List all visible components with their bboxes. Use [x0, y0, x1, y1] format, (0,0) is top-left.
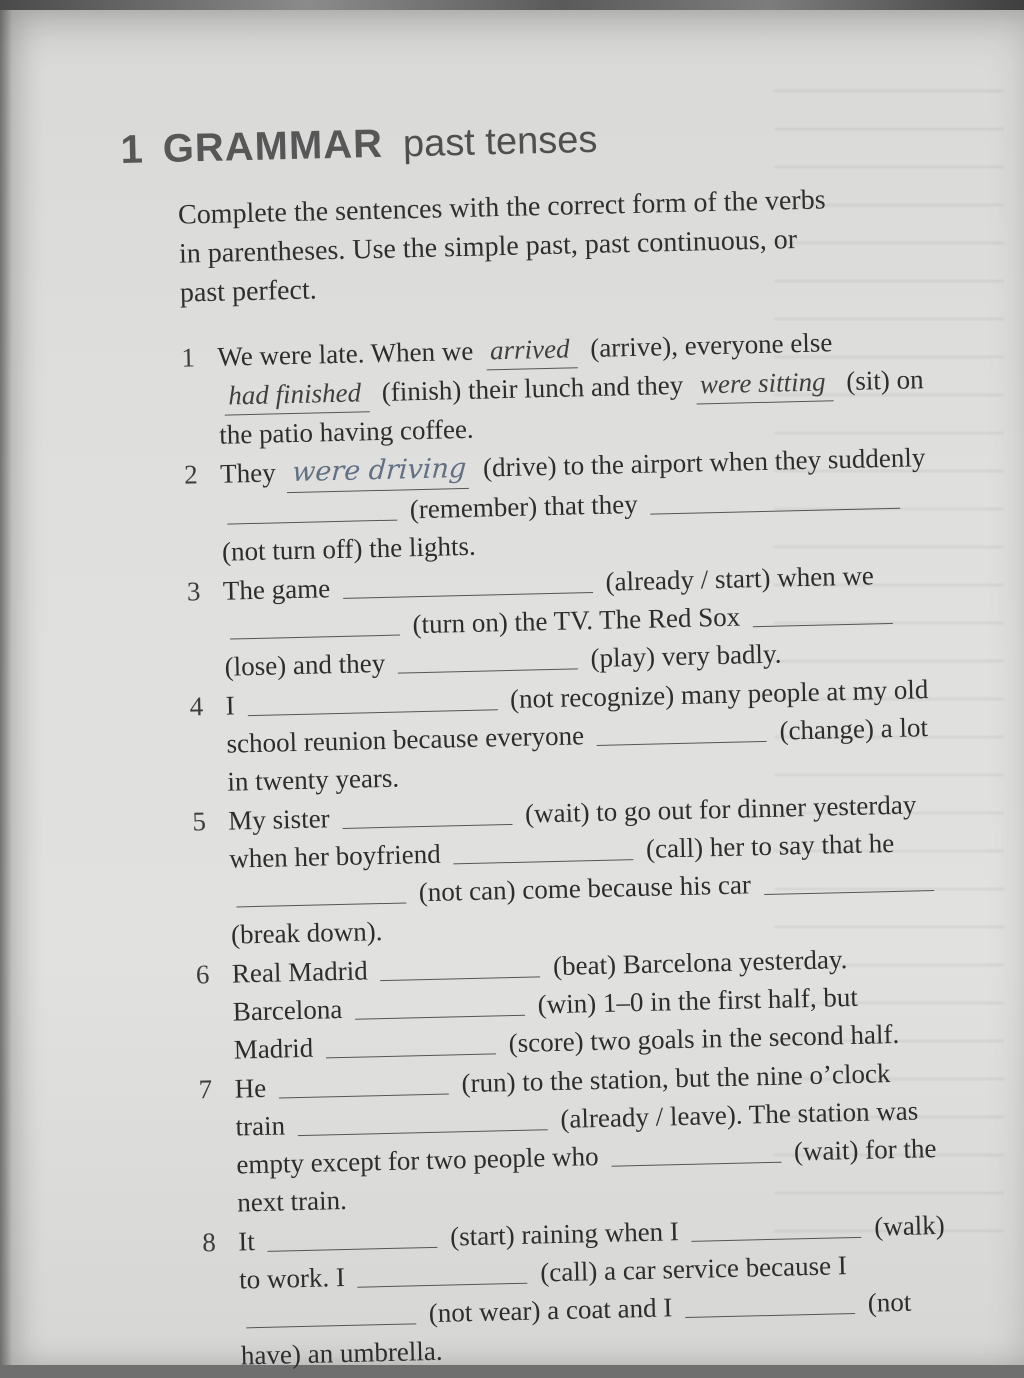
sentence-fragment: It: [237, 1226, 256, 1257]
answer-blank[interactable]: [267, 1221, 438, 1252]
answer-blank[interactable]: [326, 1027, 497, 1058]
sentence-fragment: (turn on) the TV. The Red Sox: [412, 601, 741, 640]
item-text: [238, 1206, 951, 1375]
answer-blank[interactable]: [650, 482, 901, 515]
sentence-fragment: (beat) Barcelona yesterday. Barcelona: [232, 944, 848, 1027]
sentence-fragment: (not recognize) many people at my old school reunion because everyone: [226, 674, 929, 759]
sentence-fragment: (not wear) a coat and I: [428, 1292, 673, 1329]
sentence-fragment: (start) raining when I: [449, 1216, 680, 1252]
filled-answer[interactable]: were sitting: [695, 362, 834, 404]
binding-shadow: [0, 10, 12, 1365]
answer-blank[interactable]: [227, 494, 398, 525]
item-text: [225, 670, 937, 801]
item-text: [232, 938, 944, 1069]
sentence-fragment: (already / start) when we: [605, 560, 875, 597]
answer-blank[interactable]: [380, 950, 541, 981]
answer-blank[interactable]: [229, 609, 400, 640]
sentence-fragment: (not have) an umbrella.: [240, 1286, 912, 1371]
answer-blank[interactable]: [685, 1287, 856, 1318]
answer-blank[interactable]: [397, 642, 578, 673]
item-number: 1: [181, 342, 196, 373]
sentence-fragment: (call) a car service because I: [539, 1250, 848, 1288]
exercise-section: [120, 108, 989, 1377]
sentence-fragment: (break down).: [230, 916, 383, 950]
answer-blank[interactable]: [279, 1068, 450, 1099]
sentence-fragment: (arrive), everyone else: [589, 327, 833, 363]
answer-blank[interactable]: [763, 864, 934, 895]
item-number: 4: [189, 691, 204, 722]
sentence-fragment: (win) 1–0 in the first half, but Madrid: [233, 981, 859, 1065]
exercise-item-5: [136, 784, 979, 956]
item-number: 8: [201, 1227, 217, 1258]
sentence-fragment: (not can) come because his car: [418, 869, 752, 908]
answer-blank[interactable]: [297, 1103, 548, 1136]
sentence-fragment: Real Madrid: [231, 955, 368, 989]
exercise-heading: [120, 108, 961, 173]
exercise-item-2: [128, 437, 970, 573]
sentence-fragment: He: [234, 1072, 267, 1104]
sentence-fragment: (not turn off) the lights.: [221, 530, 477, 567]
item-number: 5: [192, 806, 207, 837]
answer-blank[interactable]: [596, 715, 767, 746]
exercise-subtitle: past tenses: [402, 118, 598, 166]
sentence-fragment: (run) to the station, but the nine o’clock train: [235, 1058, 891, 1142]
answer-blank[interactable]: [355, 989, 526, 1020]
item-number: 6: [195, 959, 210, 990]
answer-blank[interactable]: [246, 1297, 417, 1328]
sentence-fragment: We were late. When we: [217, 335, 474, 372]
sentence-fragment: They: [219, 457, 276, 489]
exercise-item-6: [140, 937, 982, 1071]
exercise-title: GRAMMAR: [162, 121, 384, 171]
item-number: 3: [186, 576, 201, 607]
item-text: [222, 555, 934, 686]
answer-blank[interactable]: [342, 798, 513, 829]
sentence-fragment: (sit) on the patio having coffee.: [218, 364, 924, 450]
sentence-fragment: (change) a lot in twenty years.: [227, 712, 929, 797]
item-number: 7: [198, 1074, 213, 1105]
filled-answer[interactable]: arrived: [486, 329, 578, 370]
sentence-fragment: (remember) that they: [409, 488, 639, 525]
answer-blank[interactable]: [453, 833, 634, 864]
item-text: [220, 438, 933, 571]
instructions-text: Complete the sentences with the correct form of the verbs in parentheses. Use the simple past, past continuous, or past perfect.: [177, 184, 826, 309]
sentence-fragment: (call) her to say that he: [645, 827, 895, 864]
workbook-page: [0, 10, 1024, 1371]
sentence-fragment: The game: [222, 573, 331, 606]
exercise-item-4: [133, 669, 975, 803]
sentence-fragment: (score) two goals in the second half.: [508, 1018, 900, 1059]
item-text: [234, 1053, 947, 1222]
answer-blank[interactable]: [611, 1136, 782, 1167]
sentence-fragment: (already / leave). The station was empty except for two people who: [236, 1095, 919, 1180]
exercise-number: 1: [120, 127, 144, 172]
sentence-fragment: (wait) for the next train.: [236, 1133, 937, 1218]
filled-answer[interactable]: had finished: [224, 373, 370, 415]
answer-blank[interactable]: [247, 683, 498, 716]
exercise-items: [125, 320, 989, 1377]
item-text: [217, 321, 930, 454]
answer-blank[interactable]: [342, 566, 593, 599]
sentence-fragment: (finish) their lunch and they: [381, 369, 684, 407]
sentence-fragment: (walk) to work. I: [238, 1209, 946, 1295]
handwritten-answer[interactable]: were driving: [287, 450, 471, 493]
exercise-item-1: [125, 320, 967, 456]
answer-blank[interactable]: [691, 1211, 862, 1242]
sentence-fragment: My sister: [227, 803, 330, 836]
answer-blank[interactable]: [357, 1257, 528, 1288]
exercise-item-3: [131, 554, 973, 688]
item-text: [228, 785, 941, 954]
sentence-fragment: (play) very badly.: [590, 638, 782, 674]
sentence-fragment: (drive) to the airport when they suddenly: [482, 442, 926, 483]
answer-blank[interactable]: [753, 597, 894, 627]
item-number: 2: [183, 459, 199, 490]
sentence-fragment: (wait) to go out for dinner yesterday when her boyfriend: [228, 789, 917, 874]
answer-blank[interactable]: [236, 876, 407, 907]
sentence-fragment: I: [225, 690, 235, 721]
exercise-item-8: [146, 1205, 989, 1377]
sentence-fragment: (lose) and they: [224, 647, 386, 682]
exercise-item-7: [142, 1052, 985, 1224]
